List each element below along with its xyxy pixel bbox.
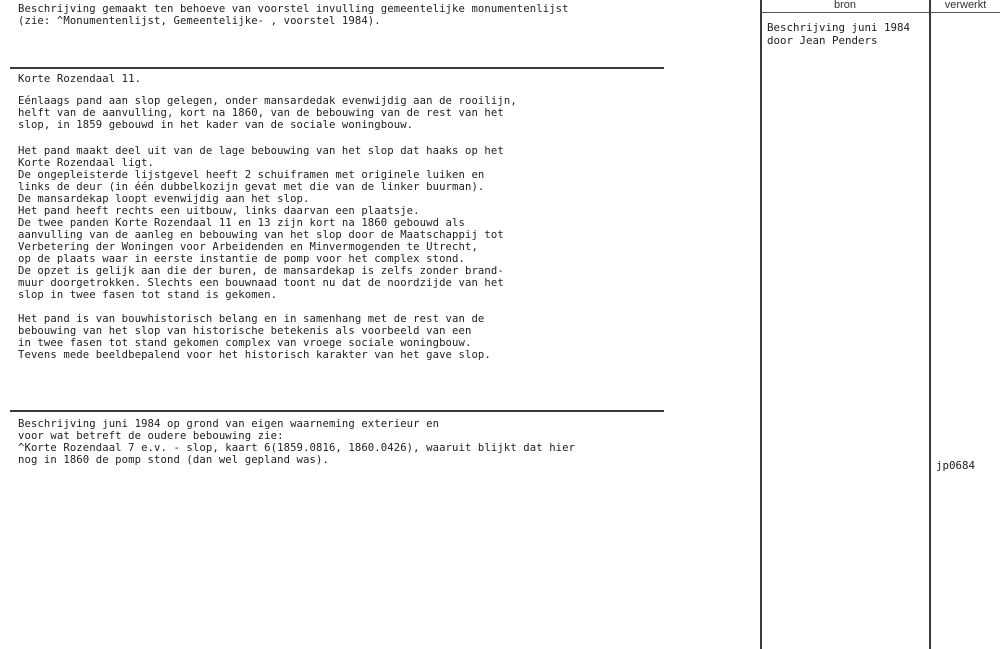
text-line: links de deur (in één dubbelkozijn gevat met die van de linker buurman). xyxy=(18,181,485,193)
text-line: slop in twee fasen tot stand is gekomen. xyxy=(18,289,278,301)
text-line: slop, in 1859 gebouwd in het kader van de sociale woningbouw. xyxy=(18,119,414,131)
bron-line: door Jean Penders xyxy=(767,34,878,47)
text-line: Het pand is van bouwhistorisch belang en in samenhang met de rest van de xyxy=(18,313,485,325)
bron-column-header: bron xyxy=(761,0,929,13)
text-line: De ongepleisterde lijstgevel heeft 2 schuiframen met originele luiken en xyxy=(18,169,485,181)
bron-line: Beschrijving juni 1984 xyxy=(767,21,911,34)
column-border xyxy=(929,0,931,649)
text-line: Eénlaags pand aan slop gelegen, onder mansardedak evenwijdig aan de rooilijn, xyxy=(18,95,517,107)
text-line: nog in 1860 de pomp stond (dan wel gepland was). xyxy=(18,454,329,466)
text-line: De twee panden Korte Rozendaal 11 en 13 zijn kort na 1860 gebouwd als xyxy=(18,217,465,229)
column-border xyxy=(760,0,762,649)
section-divider xyxy=(10,410,664,412)
intro-line: (zie: ^Monumentenlijst, Gemeentelijke- , voorstel 1984). xyxy=(18,15,381,27)
verwerkt-column-header: verwerkt xyxy=(931,0,1000,13)
text-line: Het pand maakt deel uit van de lage bebouwing van het slop dat haaks op het xyxy=(18,145,504,157)
text-line: ^Korte Rozendaal 7 e.v. - slop, kaart 6(1859.0816, 1860.0426), waaruit blijkt dat hier xyxy=(18,442,576,454)
text-line: in twee fasen tot stand gekomen complex van vroege sociale woningbouw. xyxy=(18,337,472,349)
text-line: Korte Rozendaal ligt. xyxy=(18,157,155,169)
text-line: voor wat betreft de oudere bebouwing zie: xyxy=(18,430,284,442)
document-title: Korte Rozendaal 11. xyxy=(18,73,142,85)
text-line: Beschrijving juni 1984 op grond van eigen waarneming exterieur en xyxy=(18,418,440,430)
text-line: De mansardekap loopt evenwijdig aan het slop. xyxy=(18,193,310,205)
text-line: muur doorgetrokken. Slechts een bouwnaad toont nu dat de noordzijde van het xyxy=(18,277,504,289)
text-line: De opzet is gelijk aan die der buren, de mansardekap is zelfs zonder brand- xyxy=(18,265,504,277)
text-line: Verbetering der Woningen voor Arbeidenden en Minvermogenden te Utrecht, xyxy=(18,241,478,253)
text-line: helft van de aanvulling, kort na 1860, van de bebouwing van de rest van het xyxy=(18,107,504,119)
text-line: bebouwing van het slop van historische betekenis als voorbeeld van een xyxy=(18,325,472,337)
text-line: Tevens mede beeldbepalend voor het historisch karakter van het gave slop. xyxy=(18,349,491,361)
text-line: Het pand heeft rechts een uitbouw, links daarvan een plaatsje. xyxy=(18,205,420,217)
verwerkt-code: jp0684 xyxy=(936,459,976,472)
text-line: op de plaats waar in eerste instantie de pomp voor het complex stond. xyxy=(18,253,465,265)
intro-line: Beschrijving gemaakt ten behoeve van voorstel invulling gemeentelijke monumentenlijst xyxy=(18,3,569,15)
section-divider xyxy=(10,67,664,69)
text-line: aanvulling van de aanleg en bebouwing van het slop door de Maatschappij tot xyxy=(18,229,504,241)
